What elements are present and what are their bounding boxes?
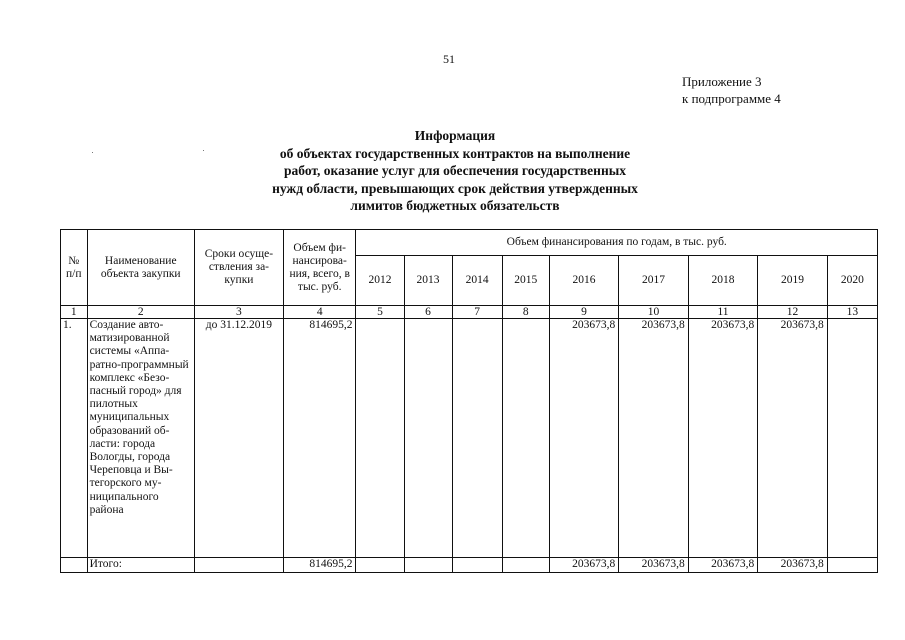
page-number: 51 [443,52,455,66]
header-volume-by-year: Объем финансирования по годам, в тыс. руб. [356,230,878,256]
year-value-2015 [502,319,549,558]
row-number: 1. [61,319,88,558]
column-number: 9 [549,306,619,319]
total-terms [194,558,283,573]
table-row [61,319,878,558]
total-2014 [452,558,502,573]
title-line-3: работ, оказание услуг для обеспечения государственных [283,163,627,178]
header-year: 2016 [549,256,619,306]
total-2015 [502,558,549,573]
column-number: 10 [619,306,689,319]
column-number: 7 [452,306,502,319]
year-value-2020 [827,319,877,558]
header-year: 2015 [502,256,549,306]
year-value-2014 [452,319,502,558]
year-value-2019: 203673,8 [758,319,828,558]
column-number: 4 [283,306,356,319]
column-number: 13 [827,306,877,319]
year-value-2013 [404,319,452,558]
document-title [200,127,710,215]
column-number: 5 [356,306,404,319]
total-2018: 203673,8 [688,558,758,573]
object-name: Создание авто-матизированной системы «Аппа-ратно-программный комплекс «Безо-пасный город» для пилотных муниципальных образований об-ласти: города Вологды, города Череповца и Вы-тегорского му-ниципального района [87,319,194,558]
column-number: 3 [194,306,283,319]
appendix-note [682,73,781,107]
header-year: 2018 [688,256,758,306]
total-2019: 203673,8 [758,558,828,573]
column-number: 1 [61,306,88,319]
title-line-4: нужд области, превышающих срок действия утвержденных [272,180,638,196]
scan-speck [92,152,93,153]
column-number: 2 [87,306,194,319]
total-2012 [356,558,404,573]
column-number: 6 [404,306,452,319]
header-year: 2017 [619,256,689,306]
column-number: 8 [502,306,549,319]
column-number: 11 [688,306,758,319]
total-2020 [827,558,877,573]
header-year: 2012 [356,256,404,306]
year-value-2017: 203673,8 [619,319,689,558]
header-name: Наименование объекта закупки [87,230,194,306]
title-line-5: лимитов бюджетных обязательств [350,198,560,213]
volume-total: 814695,2 [283,319,356,558]
total-2013 [404,558,452,573]
header-year: 2013 [404,256,452,306]
total-no [61,558,88,573]
total-2016: 203673,8 [549,558,619,573]
header-volume-total: Объем фи-нансирова-ния, всего, в тыс. руб. [283,230,356,306]
year-value-2016: 203673,8 [549,319,619,558]
year-value-2018: 203673,8 [688,319,758,558]
appendix-line-2: к подпрограмме 4 [682,91,781,106]
column-number: 12 [758,306,828,319]
header-year: 2019 [758,256,828,306]
contracts-table [60,229,878,573]
header-year: 2020 [827,256,877,306]
scan-speck [203,150,204,151]
year-value-2012 [356,319,404,558]
header-year: 2014 [452,256,502,306]
total-row [61,558,878,573]
title-line-1: Информация [414,128,496,143]
total-label: Итого: [87,558,194,573]
total-volume: 814695,2 [283,558,356,573]
appendix-line-1: Приложение 3 [682,74,762,89]
procurement-terms: до 31.12.2019 [194,319,283,558]
title-line-2: об объектах государственных контрактов на выполнение [279,145,631,161]
total-2017: 203673,8 [619,558,689,573]
header-terms: Сроки осуще-ствления за-купки [194,230,283,306]
header-no: № п/п [61,230,88,306]
